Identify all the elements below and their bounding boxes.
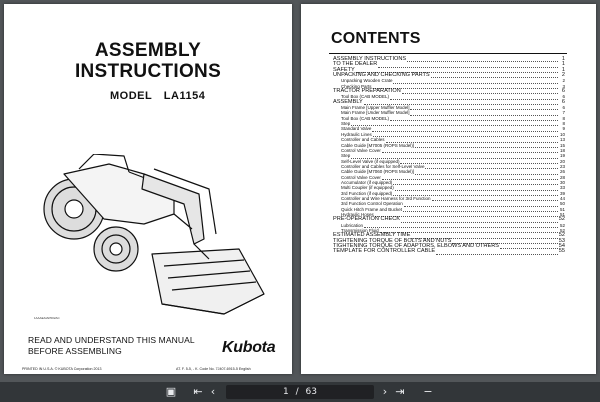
toc-entry-label: Quick Hitch Frame and Bucket (341, 206, 403, 212)
toc-entry-label: ASSEMBLY INSTRUCTIONS (333, 56, 407, 62)
toc-entry-page: 2 (562, 78, 565, 84)
toc-entry-label: Step (341, 153, 351, 159)
toc-leader-dots (378, 65, 558, 68)
toc-entry-label: Hydraulic Hoses (341, 211, 374, 217)
toc-leader-dots (375, 214, 558, 217)
toc-entry[interactable] (333, 94, 565, 99)
page-title (4, 40, 292, 82)
read-instruction-line-2: BEFORE ASSEMBLING (28, 346, 122, 356)
toc-entry-page: 33 (559, 185, 565, 191)
toc-entry-page: 6 (561, 98, 565, 105)
toc-entry[interactable] (333, 217, 565, 222)
toc-entry-label: Cable Guide [M7060 (ROPS Model)] (341, 169, 415, 175)
toc-entry-page: 53 (558, 237, 565, 244)
toc-entry-label: Unpacking Wooden Crate (341, 78, 393, 84)
toc-entry-page: 3 (562, 83, 565, 89)
toc-entry-page: 23 (559, 163, 565, 169)
toc-entry-label: TEMPLATE FOR CONTROLLER CABLE (333, 248, 436, 255)
title-line-2: INSTRUCTIONS (74, 61, 222, 82)
toc-entry[interactable] (333, 249, 565, 254)
toc-leader-dots (410, 107, 558, 110)
toc-leader-dots (407, 59, 558, 62)
read-instruction-line-1: READ AND UNDERSTAND THIS MANUAL (28, 335, 195, 345)
toc-entry-page: 18 (559, 147, 565, 153)
first-page-icon[interactable]: ⇤ (193, 385, 203, 398)
toc-entry-page: 20 (559, 158, 565, 164)
illustration-code: 1AAAEAIAP002AC (34, 316, 60, 320)
toc-entry-page: 8 (562, 115, 565, 121)
toc-entry-page: 51 (559, 211, 565, 217)
toc-entry-page: 15 (559, 142, 565, 148)
footer-code: AT. F. 5-5, - K. Code No. 7J407-6915-5 English (176, 367, 251, 371)
toc-entry-label: Self-Level Valve (if equipped) (341, 158, 400, 164)
toc-entry-label: Accumulator (if equipped) (341, 179, 393, 185)
toc-entry-label: Control Valve Cover (341, 147, 381, 153)
toc-entry-page: 19 (559, 153, 565, 159)
toc-entry-label: Multi Coupler (if equipped) (341, 185, 394, 191)
toc-entry-label: SAFETY (333, 66, 355, 73)
toc-entry-label: Main Frame [Under Muffler Model] (341, 110, 410, 116)
toc-entry-page: 28 (559, 174, 565, 180)
toc-entry-page: 1 (561, 56, 565, 62)
toc-entry-page: 2 (561, 72, 565, 79)
toc-entry-label: TIGHTENING TORQUE OF BOLTS AND NUTS (333, 237, 452, 244)
previous-page-icon[interactable]: ‹ (210, 385, 216, 398)
toc-entry-page: 9 (562, 126, 565, 132)
toc-entry-page: 30 (559, 179, 565, 185)
toc-entry-label: ASSEMBLY (333, 98, 363, 105)
toc-entry-label: Cable Guide [M7005 (ROPS Model)] (341, 142, 415, 148)
toc-leader-dots (402, 91, 558, 94)
page-number-field[interactable] (226, 385, 374, 399)
toc-entry-page: 52 (559, 222, 565, 228)
pdf-page-2 (301, 4, 596, 374)
toc-leader-dots (393, 81, 558, 84)
toc-entry-label: Lubrication (341, 222, 364, 228)
kubota-logo: Kubota (222, 339, 276, 356)
last-page-icon[interactable]: ⇥ (395, 385, 405, 398)
next-page-icon[interactable]: › (382, 385, 388, 398)
model-label: MODEL (110, 90, 153, 102)
toc-entry-label: Tool Box (CAB MODEL) (341, 94, 390, 100)
toc-entry-page: 55 (558, 248, 565, 255)
toc-leader-dots (431, 75, 558, 78)
toc-leader-dots (500, 246, 558, 249)
toc-entry-page: 54 (558, 243, 565, 250)
toc-entry-label: UNPACKING AND CHECKING PARTS (333, 72, 430, 79)
toc-leader-dots (415, 145, 558, 148)
toc-entry-label: Main Frame [Upper Muffler Model] (341, 105, 410, 111)
toc-entry-page: 52 (559, 228, 565, 233)
toc-entry-label: TIGHTENING TORQUE OF ADAPTORS, ELBOWS AND OTHERS (333, 243, 499, 250)
toc-entry-label: Hydraulic Lines (341, 131, 372, 137)
total-pages: 63 (305, 387, 317, 397)
model-line (110, 90, 213, 102)
toc-leader-dots (415, 172, 558, 175)
toc-entry-page: 6 (561, 88, 565, 95)
toc-leader-dots (436, 252, 558, 255)
toc-entry-page: 50 (559, 201, 565, 207)
toc-entry-label: TO THE DEALER (333, 61, 378, 68)
toc-entry-label: 3rd Function (if equipped) (341, 190, 393, 196)
toc-entry[interactable] (333, 62, 565, 67)
current-page[interactable]: 1 (283, 387, 289, 397)
toc-leader-dots (432, 198, 558, 201)
toc-entry-label: Checking Parts (341, 83, 372, 89)
toc-entry-label: TRACTOR PREPARATION (333, 88, 401, 95)
toc-leader-dots (351, 123, 558, 126)
toc-leader-dots (393, 182, 558, 185)
toc-entry[interactable] (333, 148, 565, 153)
title-divider (329, 53, 567, 54)
toc-entry-page: 26 (559, 169, 565, 175)
pdf-page-1 (4, 4, 292, 374)
tractor-loader-illustration (34, 154, 274, 329)
toc-entry-page: 39 (559, 190, 565, 196)
toc-entry-label: ESTIMATED ASSEMBLY TIME (333, 232, 411, 239)
toc-leader-dots (390, 97, 558, 100)
toc-leader-dots (373, 134, 558, 137)
toc-leader-dots (425, 166, 558, 169)
toc-leader-dots (390, 118, 558, 121)
toc-entry-page: 44 (559, 195, 565, 201)
toc-entry-label: Tool Box (CAB MODEL) (341, 115, 390, 121)
title-line-1: ASSEMBLY (94, 40, 202, 61)
toc-leader-dots (403, 209, 558, 212)
footer-copyright: PRINTED IN U.S.A. © KUBOTA Corporation 2013 (22, 367, 102, 371)
pdf-toolbar (0, 382, 600, 402)
toc-entry-label: PRE-OPERATION CHECK (333, 216, 401, 223)
page-separator: / (295, 387, 299, 397)
toc-leader-dots (372, 129, 558, 132)
toc-leader-dots (364, 225, 558, 228)
toc-entry-page: 52 (558, 232, 565, 239)
toc-entry-page: 51 (559, 206, 565, 212)
table-of-contents (333, 57, 565, 255)
toc-entry[interactable] (333, 116, 565, 121)
toc-entry-page: 1 (561, 66, 565, 73)
toc-entry-page: 6 (562, 105, 565, 111)
toc-leader-dots (382, 150, 558, 153)
toc-entry-page: 13 (559, 137, 565, 143)
toc-entry-page: 1 (561, 61, 565, 68)
toc-entry-page: 8 (562, 121, 565, 127)
toc-entry-label: 3rd Function Control Operation (341, 201, 403, 207)
toc-entry-label: Controller and Cables (341, 137, 385, 143)
toc-entry-page: 6 (562, 94, 565, 100)
toc-entry-page: 10 (559, 131, 565, 137)
model-value: LA1154 (163, 90, 206, 102)
toc-entry-label: Controller and Cables for Self-Level Valve (341, 163, 425, 169)
zoom-out-icon[interactable]: − (423, 385, 433, 398)
toc-entry-label: Control Valve Cover (341, 174, 381, 180)
toc-leader-dots (404, 204, 558, 207)
contents-title: CONTENTS (331, 30, 421, 47)
toc-entry-page: 7 (562, 110, 565, 116)
toc-leader-dots (382, 177, 558, 180)
toc-entry-label: Standard Valve (341, 126, 372, 132)
toc-leader-dots (395, 188, 558, 191)
toc-entry-label: Step (341, 121, 351, 127)
toc-entry-page: 52 (558, 216, 565, 223)
toc-entry-label: Controller and Wire Harness for 3rd Function (341, 195, 431, 201)
toc-entry-label: Transmission Fluid (341, 228, 379, 233)
toc-leader-dots (410, 113, 558, 116)
toc-leader-dots (401, 220, 558, 223)
fit-page-icon[interactable]: ▣ (165, 385, 177, 398)
